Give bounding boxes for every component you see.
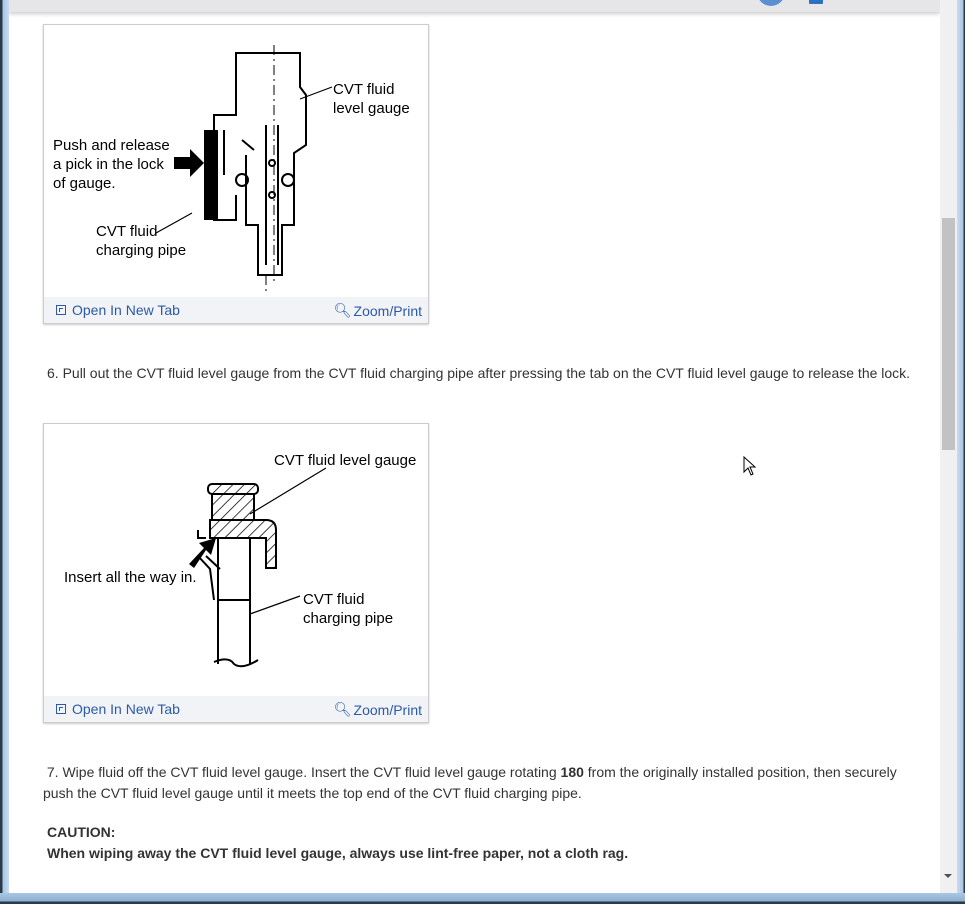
label-pipe-2: charging pipe — [96, 242, 187, 259]
open-label: Open In New Tab — [72, 302, 180, 318]
zoom-print-link[interactable] — [334, 302, 422, 319]
document-content — [9, 0, 940, 893]
open-in-new-tab-link[interactable] — [56, 701, 180, 717]
scroll-down-arrow-icon[interactable] — [944, 874, 952, 878]
scrollbar-thumb[interactable] — [942, 218, 955, 450]
label-gauge: CVT fluid level gauge — [274, 452, 417, 469]
diagram-image — [44, 424, 428, 696]
zoom-in-icon: 🔍︎ — [333, 302, 352, 318]
label-push-3: of gauge. — [53, 175, 116, 192]
mouse-cursor-icon — [743, 456, 757, 476]
gauge-insert-diagram — [44, 424, 428, 696]
zoom-label: Zoom/Print — [353, 302, 422, 319]
diagram-image — [44, 25, 428, 297]
step-6-text: 6. Pull out the CVT fluid level gauge from the CVT fluid charging pipe after pressing the tab on the CVT fluid level gauge to release the lock. — [47, 365, 911, 381]
top-toolbar — [9, 0, 940, 12]
figure-footer — [44, 696, 428, 722]
step-7-part-a: 7. Wipe fluid off the CVT fluid level gauge. Insert the CVT fluid level gauge rotating — [46, 764, 561, 780]
new-tab-icon — [56, 704, 66, 714]
label-insert: Insert all the way in. — [64, 569, 197, 586]
caution-title: CAUTION: — [47, 824, 116, 840]
user-avatar[interactable] — [757, 0, 785, 6]
zoom-print-link[interactable] — [334, 701, 422, 718]
open-in-new-tab-link[interactable] — [56, 302, 180, 318]
zoom-label: Zoom/Print — [353, 701, 422, 718]
label-pipe-2: charging pipe — [303, 610, 394, 627]
caution-text: When wiping away the CVT fluid level gauge, always use lint-free paper, not a cloth rag. — [47, 845, 629, 861]
gauge-lock-diagram — [44, 25, 428, 297]
step-7-part-b: from the originally installed position, then securely push the CVT fluid level gauge until it meets the top end of the CVT fluid charging pipe. — [43, 764, 897, 801]
label-pipe: CVT fluid — [303, 591, 365, 608]
label-gauge: CVT fluid — [333, 81, 395, 98]
window-border-bottom — [0, 893, 965, 904]
label-push: Push and release — [53, 137, 170, 154]
window-border-right — [957, 0, 965, 904]
label-gauge-2: level gauge — [333, 100, 410, 117]
vertical-scrollbar[interactable] — [940, 0, 957, 893]
open-label: Open In New Tab — [72, 701, 180, 717]
window-border-left — [0, 0, 9, 904]
label-pipe: CVT fluid — [96, 223, 158, 240]
figure-footer — [44, 297, 428, 323]
step-7-angle: 180 — [560, 764, 584, 780]
zoom-in-icon: 🔍︎ — [333, 701, 352, 717]
figure-gauge-lock — [43, 24, 429, 324]
step-7-text — [43, 762, 923, 804]
figure-gauge-insert — [43, 423, 429, 723]
toolbar-icon[interactable] — [809, 0, 823, 4]
new-tab-icon — [56, 305, 66, 315]
label-push-2: a pick in the lock — [53, 156, 164, 173]
